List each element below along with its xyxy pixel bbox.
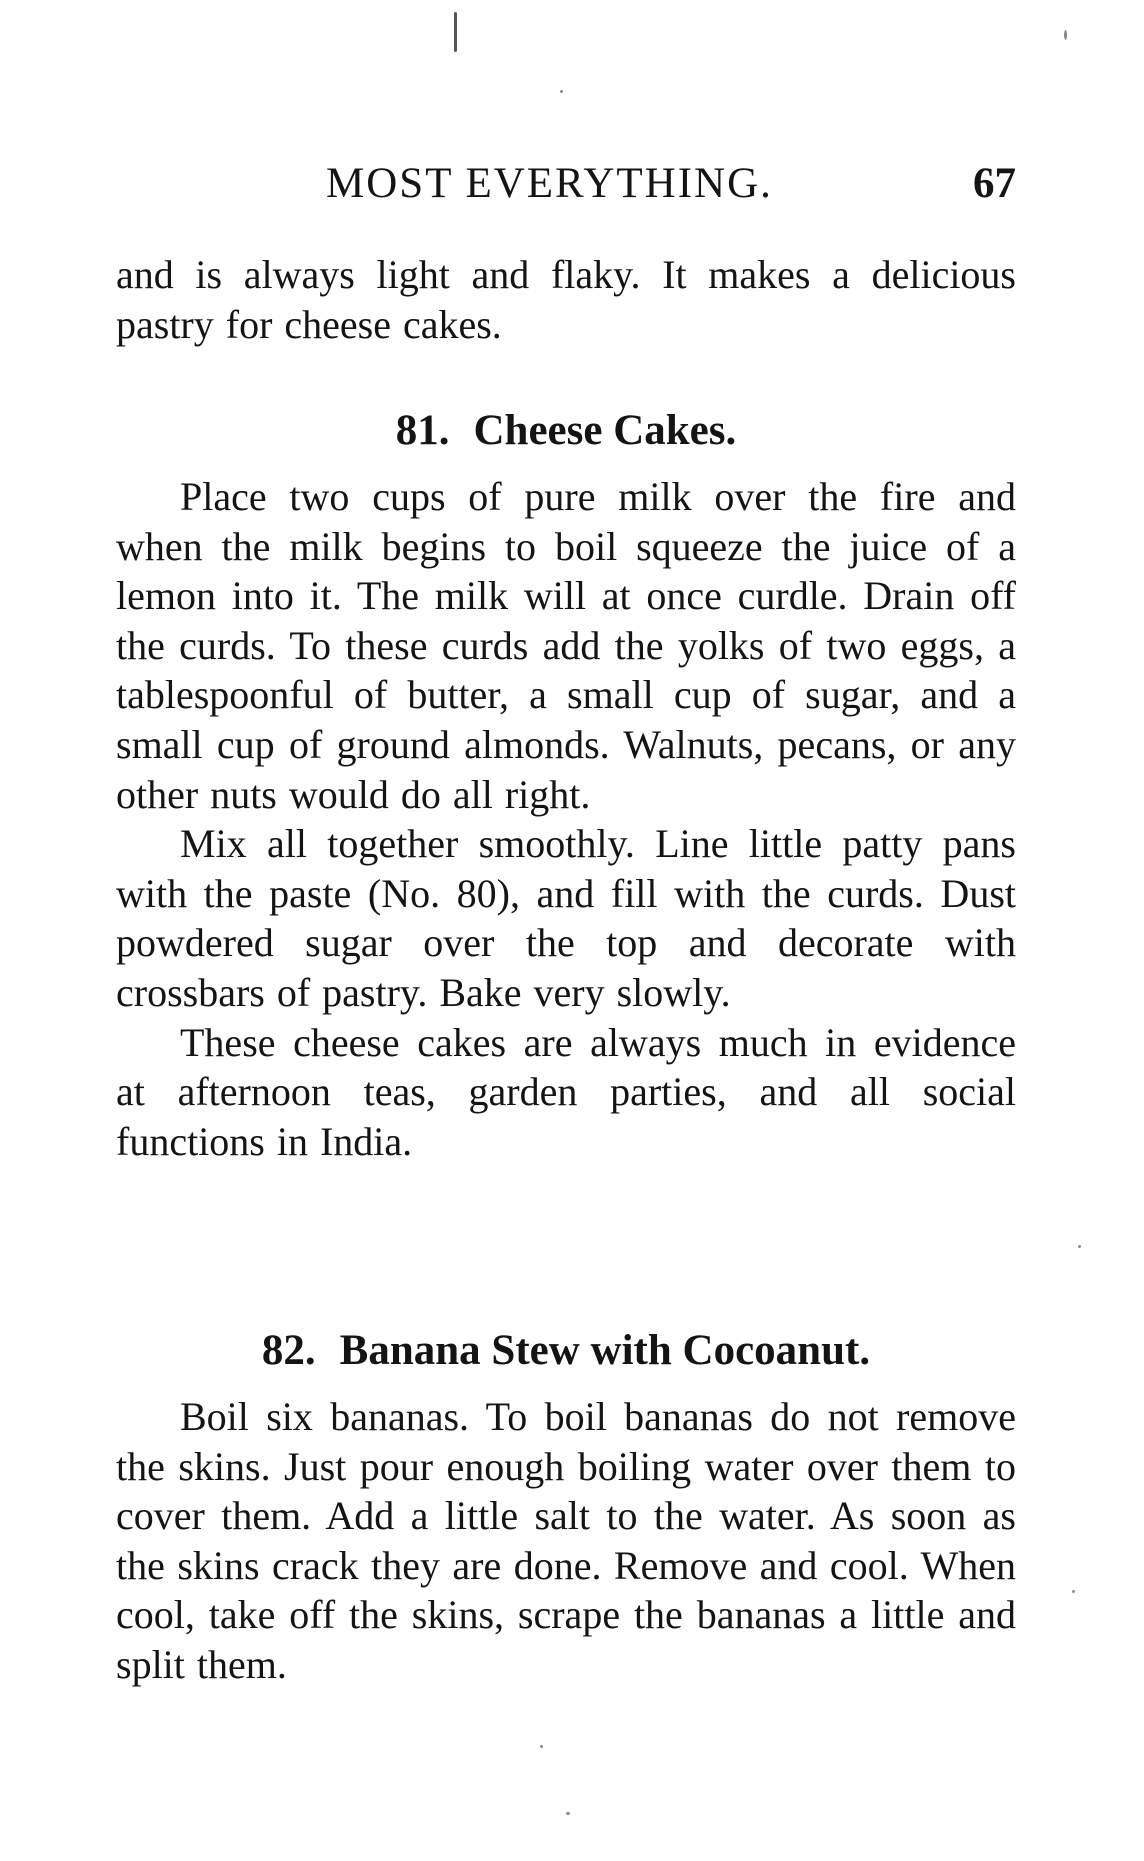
recipe-81-title: Cheese Cakes. [473, 407, 737, 454]
recipe-82-title: Banana Stew with Cocoanut. [339, 1327, 871, 1374]
recipe-82-number: 82. [261, 1327, 316, 1374]
recipe-81-number: 81. [395, 407, 450, 454]
page-number: 67 [973, 160, 1016, 207]
running-header [116, 158, 1016, 218]
running-title: MOST EVERYTHING. [326, 160, 773, 207]
print-speck [454, 12, 457, 52]
recipe-81-paragraph-2: Mix all together smoothly. Line little patty pans with the paste (No. 80), and fill with the curds. Dust powdered sugar over the top and decorate with crossbars of pastry. Bake very slowly. [116, 821, 1016, 1015]
continuation-text [116, 250, 1016, 349]
recipe-82-body [116, 1392, 1016, 1690]
print-speck [566, 1812, 570, 1815]
recipe-82-paragraph-1: Boil six bananas. To boil bananas do not remove the skins. Just pour enough boiling water over them to cover them. Add a little salt to the water. As soon as the skins crack they are done. Remove and cool. When cool, take off the skins, scrape the bananas a little and split them. [116, 1394, 1016, 1687]
recipe-81-heading [116, 405, 1016, 457]
print-speck [540, 1745, 543, 1748]
print-speck [1072, 1590, 1075, 1593]
recipe-81-paragraph-3: These cheese cakes are always much in evidence at afternoon teas, garden parties, and all social functions in India. [116, 1019, 1016, 1164]
recipe-81-paragraph-1: Place two cups of pure milk over the fire and when the milk begins to boil squeeze the juice of a lemon into it. The milk will at once curdle. Drain off the curds. To these curds add the yolks of two eggs, a tablespoonful of butter, a small cup of sugar, and a small cup of ground almonds. Walnuts, pecans, or any other nuts would do all right. [116, 474, 1016, 817]
recipe-81-body [116, 472, 1016, 1166]
print-speck [1064, 30, 1067, 40]
recipe-82-heading [116, 1325, 1016, 1377]
print-speck [560, 90, 563, 93]
print-speck [1078, 1245, 1081, 1248]
continuation-paragraph: and is always light and flaky. It makes a delicious pastry for cheese cakes. [116, 252, 1016, 347]
